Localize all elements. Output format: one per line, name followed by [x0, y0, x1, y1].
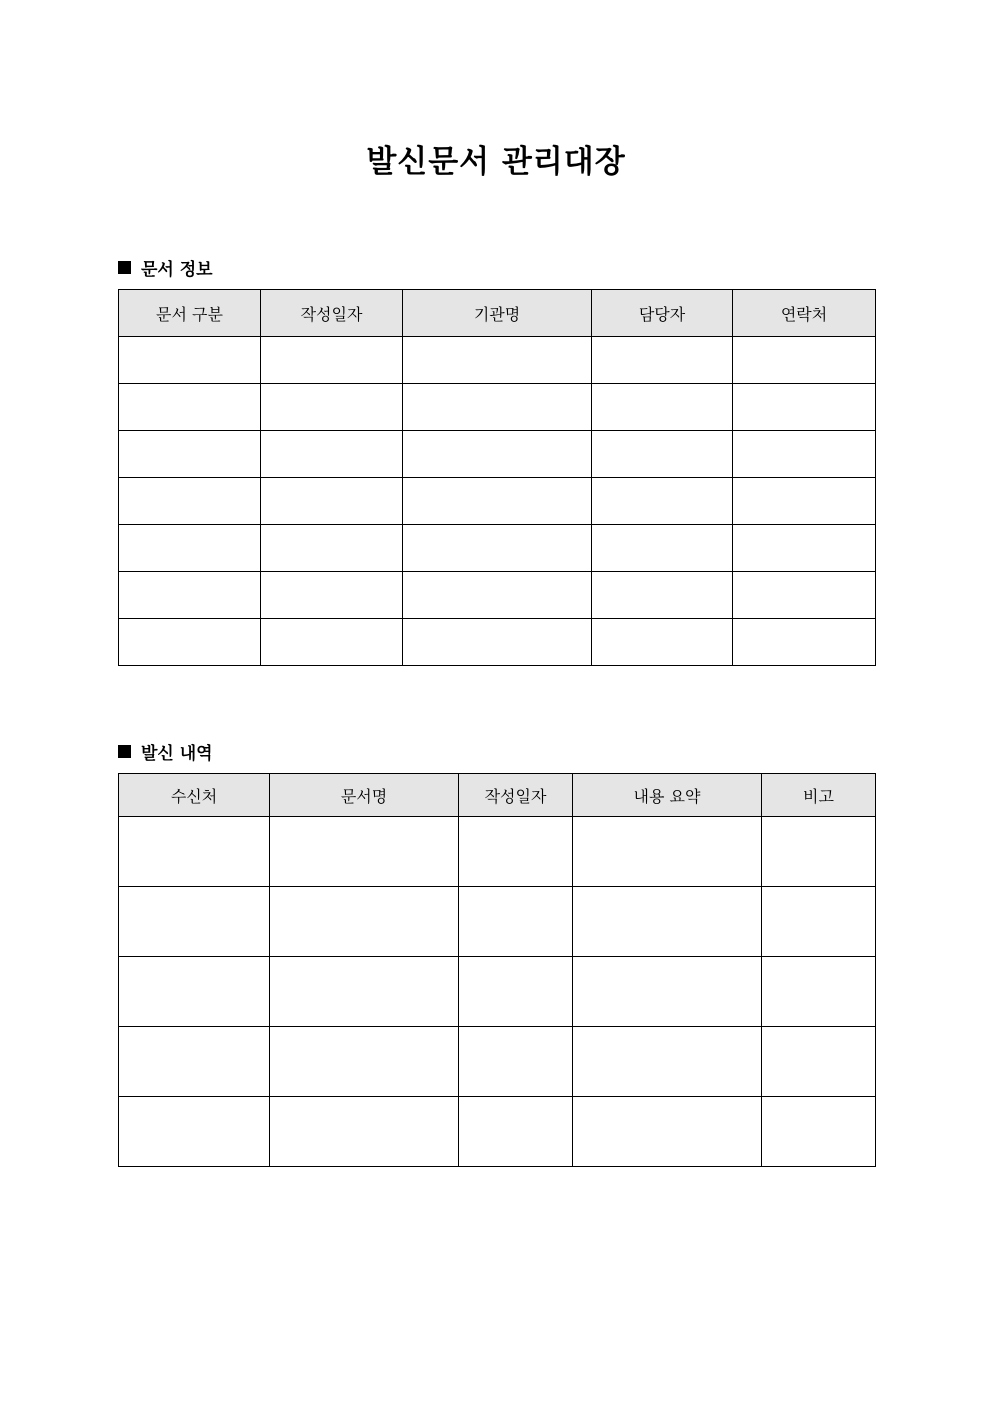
square-bullet-icon — [118, 261, 131, 274]
column-header-recipient: 수신처 — [119, 774, 270, 817]
table-cell[interactable] — [270, 1027, 459, 1097]
table-cell[interactable] — [403, 619, 592, 666]
table-cell[interactable] — [261, 572, 403, 619]
table-cell[interactable] — [459, 887, 573, 957]
table-cell[interactable] — [119, 1027, 270, 1097]
page-title: 발신문서 관리대장 — [366, 144, 626, 180]
table-cell[interactable] — [573, 957, 762, 1027]
table-cell[interactable] — [119, 478, 261, 525]
table-cell[interactable] — [403, 525, 592, 572]
table-row — [119, 817, 876, 887]
table-cell[interactable] — [762, 817, 876, 887]
table-cell[interactable] — [592, 384, 733, 431]
table-cell[interactable] — [403, 431, 592, 478]
column-header-contact: 연락처 — [733, 290, 876, 337]
section-heading-sent-history — [118, 739, 213, 764]
table-cell[interactable] — [592, 525, 733, 572]
column-header-person-in-charge: 담당자 — [592, 290, 733, 337]
table-cell[interactable] — [592, 431, 733, 478]
table-cell[interactable] — [403, 384, 592, 431]
table-cell[interactable] — [261, 384, 403, 431]
table-cell[interactable] — [119, 431, 261, 478]
table-cell[interactable] — [573, 887, 762, 957]
table-row — [119, 1027, 876, 1097]
table-cell[interactable] — [762, 1027, 876, 1097]
table-cell[interactable] — [119, 619, 261, 666]
table-header-row — [119, 290, 876, 337]
table-cell[interactable] — [119, 572, 261, 619]
table-cell[interactable] — [459, 1097, 573, 1167]
table-cell[interactable] — [733, 619, 876, 666]
table-cell[interactable] — [459, 1027, 573, 1097]
table-cell[interactable] — [459, 817, 573, 887]
table-cell[interactable] — [403, 337, 592, 384]
table-cell[interactable] — [403, 478, 592, 525]
table-cell[interactable] — [119, 957, 270, 1027]
table-row — [119, 619, 876, 666]
table-cell[interactable] — [762, 887, 876, 957]
table-row — [119, 431, 876, 478]
table-cell[interactable] — [270, 817, 459, 887]
table-cell[interactable] — [573, 1097, 762, 1167]
table-cell[interactable] — [459, 957, 573, 1027]
table-cell[interactable] — [733, 478, 876, 525]
table-row — [119, 337, 876, 384]
table-cell[interactable] — [119, 525, 261, 572]
column-header-date: 작성일자 — [459, 774, 573, 817]
section-heading-label: 발신 내역 — [141, 744, 213, 764]
table-cell[interactable] — [733, 572, 876, 619]
table-cell[interactable] — [119, 384, 261, 431]
table-cell[interactable] — [270, 957, 459, 1027]
table-row — [119, 957, 876, 1027]
table-cell[interactable] — [592, 619, 733, 666]
table-cell[interactable] — [762, 1097, 876, 1167]
table-cell[interactable] — [733, 431, 876, 478]
section-heading-label: 문서 정보 — [141, 260, 213, 280]
table-cell[interactable] — [403, 572, 592, 619]
table-cell[interactable] — [592, 337, 733, 384]
table-cell[interactable] — [592, 572, 733, 619]
table-cell[interactable] — [270, 887, 459, 957]
table-cell[interactable] — [733, 384, 876, 431]
table-cell[interactable] — [261, 337, 403, 384]
table-cell[interactable] — [270, 1097, 459, 1167]
table-row — [119, 572, 876, 619]
column-header-document-type: 문서 구분 — [119, 290, 261, 337]
table-cell[interactable] — [261, 619, 403, 666]
document-info-table — [118, 289, 876, 666]
table-row — [119, 525, 876, 572]
section-heading-document-info — [118, 255, 213, 280]
table-cell[interactable] — [261, 478, 403, 525]
table-cell[interactable] — [762, 957, 876, 1027]
table-cell[interactable] — [119, 817, 270, 887]
table-cell[interactable] — [592, 478, 733, 525]
table-row — [119, 478, 876, 525]
table-cell[interactable] — [119, 1097, 270, 1167]
table-cell[interactable] — [119, 887, 270, 957]
column-header-organization: 기관명 — [403, 290, 592, 337]
column-header-date: 작성일자 — [261, 290, 403, 337]
sent-history-table — [118, 773, 876, 1167]
column-header-summary: 내용 요약 — [573, 774, 762, 817]
table-cell[interactable] — [261, 525, 403, 572]
table-cell[interactable] — [119, 337, 261, 384]
table-row — [119, 887, 876, 957]
table-cell[interactable] — [573, 1027, 762, 1097]
column-header-remarks: 비고 — [762, 774, 876, 817]
square-bullet-icon — [118, 745, 131, 758]
table-row — [119, 1097, 876, 1167]
table-cell[interactable] — [261, 431, 403, 478]
table-row — [119, 384, 876, 431]
table-cell[interactable] — [573, 817, 762, 887]
table-cell[interactable] — [733, 337, 876, 384]
column-header-document-name: 문서명 — [270, 774, 459, 817]
table-cell[interactable] — [733, 525, 876, 572]
table-header-row — [119, 774, 876, 817]
